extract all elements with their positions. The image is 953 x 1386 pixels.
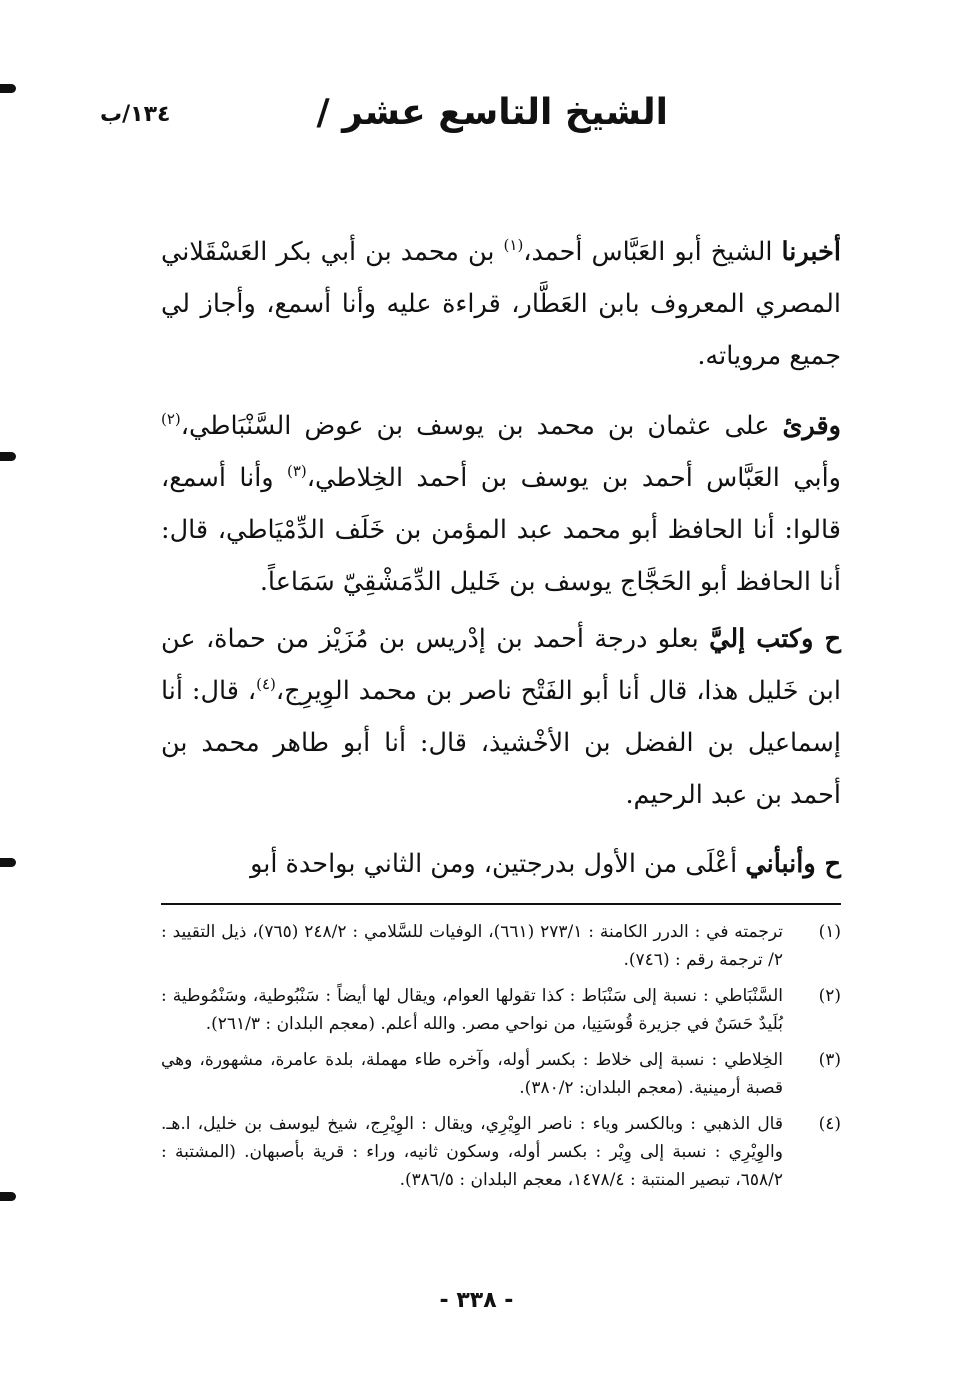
page-title: الشيخ التاسع عشر / xyxy=(316,92,668,133)
paragraph-4-lead: ح وأنبأني xyxy=(745,849,841,879)
page-number: - ٣٣٨ - xyxy=(439,1288,514,1313)
footnote-text: قال الذهبي : وبالكسر وياء : ناصر الوِيْرِي، ويقال : الوِيْرِج، شيخ ليوسف بن خليل، ا.هـ. والوِيْرِي : نسبة إلى وِيْر : بكسر أوله، وسكون ثانيه، وراء : قرية بأصبهان. (المشتبة : ٦٥٨/٢، تبصير المنتبة : ١٤٧٨/٤، معجم البلدان : ٣٨٦/٥). xyxy=(161,1114,783,1190)
footnote-item xyxy=(161,1110,841,1194)
footnote-ref-1: (١) xyxy=(503,236,524,254)
paragraph-2 xyxy=(161,400,841,608)
paragraph-3 xyxy=(161,613,841,821)
paragraph-1-lead: أخبرنا xyxy=(781,237,841,267)
scan-edge-mark xyxy=(0,452,16,461)
footnote-item xyxy=(161,982,841,1038)
paragraph-4-text: أعْلَى من الأول بدرجتين، ومن الثاني بواحدة أبو xyxy=(250,849,746,879)
folio-number: ١٣٤/ب xyxy=(100,102,171,127)
paragraph-4 xyxy=(161,838,841,890)
footnote-divider xyxy=(161,903,841,905)
paragraph-2-tail: وأنا أسمع، قالوا: أنا الحافظ أبو محمد عبد المؤمن بن خَلَف الدِّمْيَاطي، قال: أنا الحافظ أبو الحَجَّاج يوسف بن خَليل الدِّمَشْقِيّ سَمَاعاً. xyxy=(161,463,841,597)
paragraph-1-text: الشيخ أبو العَبَّاس أحمد، xyxy=(523,237,782,267)
paragraph-1 xyxy=(161,226,841,382)
paragraph-3-lead: ح وكتب إليَّ xyxy=(709,624,841,654)
paragraph-3-text: بعلو درجة أحمد بن إدْريس بن مُزَيْز من حماة، عن ابن خَليل هذا، قال أنا أبو الفَتْح ناصر بن محمد الوِيرِج، xyxy=(161,624,841,706)
footnote-number: (٣) xyxy=(818,1050,841,1070)
footnote-text: الخِلاطي : نسبة إلى خلاط : بكسر أوله، وآخره طاء مهملة، بلدة عامرة، مشهورة، وهي قصبة أرمينية. (معجم البلدان: ٣٨٠/٢). xyxy=(161,1050,783,1098)
scan-edge-mark xyxy=(0,84,16,93)
paragraph-2-text: على عثمان بن محمد بن يوسف بن عوض السَّنْبَاطي، xyxy=(180,411,783,441)
paragraph-1-tail: بن محمد بن أبي بكر العَسْقَلاني المصري المعروف بابن العَطَّار، قراءة عليه وأنا أسمع، وأجاز لي جميع مروياته. xyxy=(161,237,841,371)
footnote-number: (١) xyxy=(818,922,841,942)
scan-edge-mark xyxy=(0,1192,16,1201)
scan-edge-mark xyxy=(0,858,16,867)
footnote-number: (٤) xyxy=(818,1114,841,1134)
footnote-number: (٢) xyxy=(818,986,841,1006)
footnote-text: ترجمته في : الدرر الكامنة : ٢٧٣/١ (٦٦١)، الوفيات للسَّلامي : ٢٤٨/٢ (٧٦٥)، ذيل التقييد : ٢/ ترجمة رقم : (٧٤٦). xyxy=(161,922,783,970)
footnote-text: السَّنْبَاطي : نسبة إلى سَنْبَاط : كذا تقولها العوام، ويقال لها أيضاً : سَنْبُوطية، وسَنْمُوطية : بُلَيدٌ حَسَنٌ في جزيرة قُوسَنِيا، من نواحي مصر. والله أعلم. (معجم البلدان : ٢٦١/٣). xyxy=(161,986,783,1034)
paragraph-2-text-2: وأبي العَبَّاس أحمد بن يوسف بن أحمد الخِلاطي، xyxy=(306,463,841,493)
footnote-ref-4: (٤) xyxy=(256,675,276,693)
footnote-ref-2: (٢) xyxy=(161,410,181,428)
footnote-ref-3: (٣) xyxy=(286,462,307,480)
paragraph-3-tail: ، قال: أنا إسماعيل بن الفضل بن الأخْشيذ، قال: أنا أبو طاهر محمد بن أحمد بن عبد الرحيم. xyxy=(161,676,841,810)
footnote-item xyxy=(161,1046,841,1102)
footnotes xyxy=(161,918,841,1202)
footnote-item xyxy=(161,918,841,974)
paragraph-2-lead: وقرئ xyxy=(782,411,841,441)
